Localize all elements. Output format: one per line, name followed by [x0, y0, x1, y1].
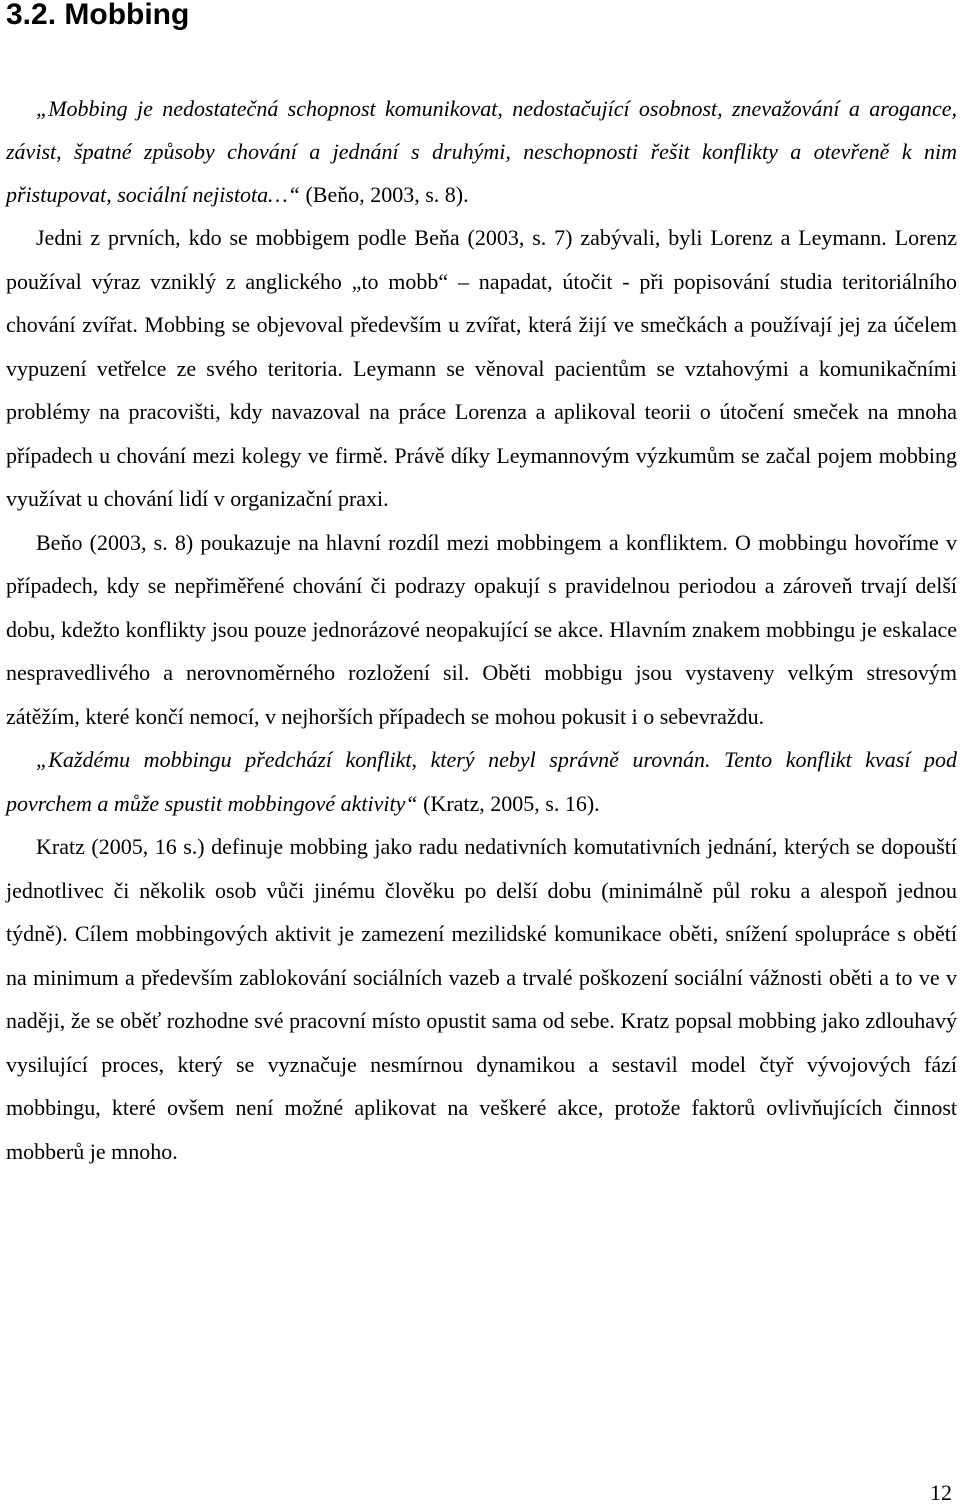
quote-text: „Každému mobbingu předchází konflikt, který nebyl správně urovnán. Tento konflikt kvasí pod povrchem a může spustit mobbingové aktivity“	[6, 747, 957, 816]
citation-text: (Beňo, 2003, s. 8).	[299, 182, 469, 207]
page-number: 12	[930, 1480, 952, 1505]
paragraph-history: Jedni z prvních, kdo se mobbigem podle Beňa (2003, s. 7) zabývali, byli Lorenz a Leymann. Lorenz používal výraz vzniklý z anglického „to mobb“ – napadat, útočit - při popisování studia teritoriálního chování zvířat. Mobbing se objevoval především u zvířat, která žijí ve smečkách a používají jej za účelem vypuzení vetřelce ze svého teritoria. Leymann se věnoval pacientům se vztahovými a komunikačními problémy na pracovišti, kdy navazoval na práce Lorenza a aplikoval teorii o útočení smeček na mnoha případech u chování mezi kolegy ve firmě. Právě díky Leymannovým výzkumům se začal pojem mobbing využívat u chování lidí v organizační praxi.	[6, 225, 957, 511]
paragraph-quote-kratz	[6, 738, 957, 825]
citation-text: (Kratz, 2005, s. 16).	[417, 790, 600, 816]
section-heading: 3.2. Mobbing	[6, 0, 190, 31]
paragraph-quote-definition	[6, 87, 957, 216]
paragraph-kratz-definition: Kratz (2005, 16 s.) definuje mobbing jako radu nedativních komutativních jednání, kterých se dopouští jednotlivec či několik osob vůči jinému člověku po delší dobu (minimálně půl roku a alespoň jednou týdně). Cílem mobbingových aktivit je zamezení mezilidské komunikace oběti, snížení spolupráce s obětí na minimum a především zablokování sociálních vazeb a trvalé poškození sociální vážnosti oběti a to ve v naději, že se oběť rozhodne své pracovní místo opustit sama od sebe. Kratz popsal mobbing jako zdlouhavý vysilující proces, který se vyznačuje nesmírnou dynamikou a sestavil model čtyř vývojových fází mobbingu, které ovšem není možné aplikovat na veškeré akce, protože faktorů ovlivňujících činnost mobberů je mnoho.	[6, 834, 957, 1164]
body-text	[6, 87, 957, 1173]
quote-text: „Mobbing je nedostatečná schopnost komunikovat, nedostačující osobnost, znevažování a arogance, závist, špatné způsoby chování a jednání s druhými, neschopnosti řešit konflikty a otevřeně k nim přistupovat, sociální nejistota…“	[6, 96, 957, 207]
paragraph-mobbing-vs-conflict: Beňo (2003, s. 8) poukazuje na hlavní rozdíl mezi mobbingem a konfliktem. O mobbingu hovoříme v případech, kdy se nepřiměřené chování či podrazy opakují s pravidelnou periodou a zároveň trvají delší dobu, kdežto konflikty jsou pouze jednorázové neopakující se akce. Hlavním znakem mobbingu je eskalace nespravedlivého a nerovnoměrného rozložení sil. Oběti mobbigu jsou vystaveny velkým stresovým zátěžím, které končí nemocí, v nejhorších případech se mohou pokusit i o sebevraždu.	[6, 529, 957, 729]
